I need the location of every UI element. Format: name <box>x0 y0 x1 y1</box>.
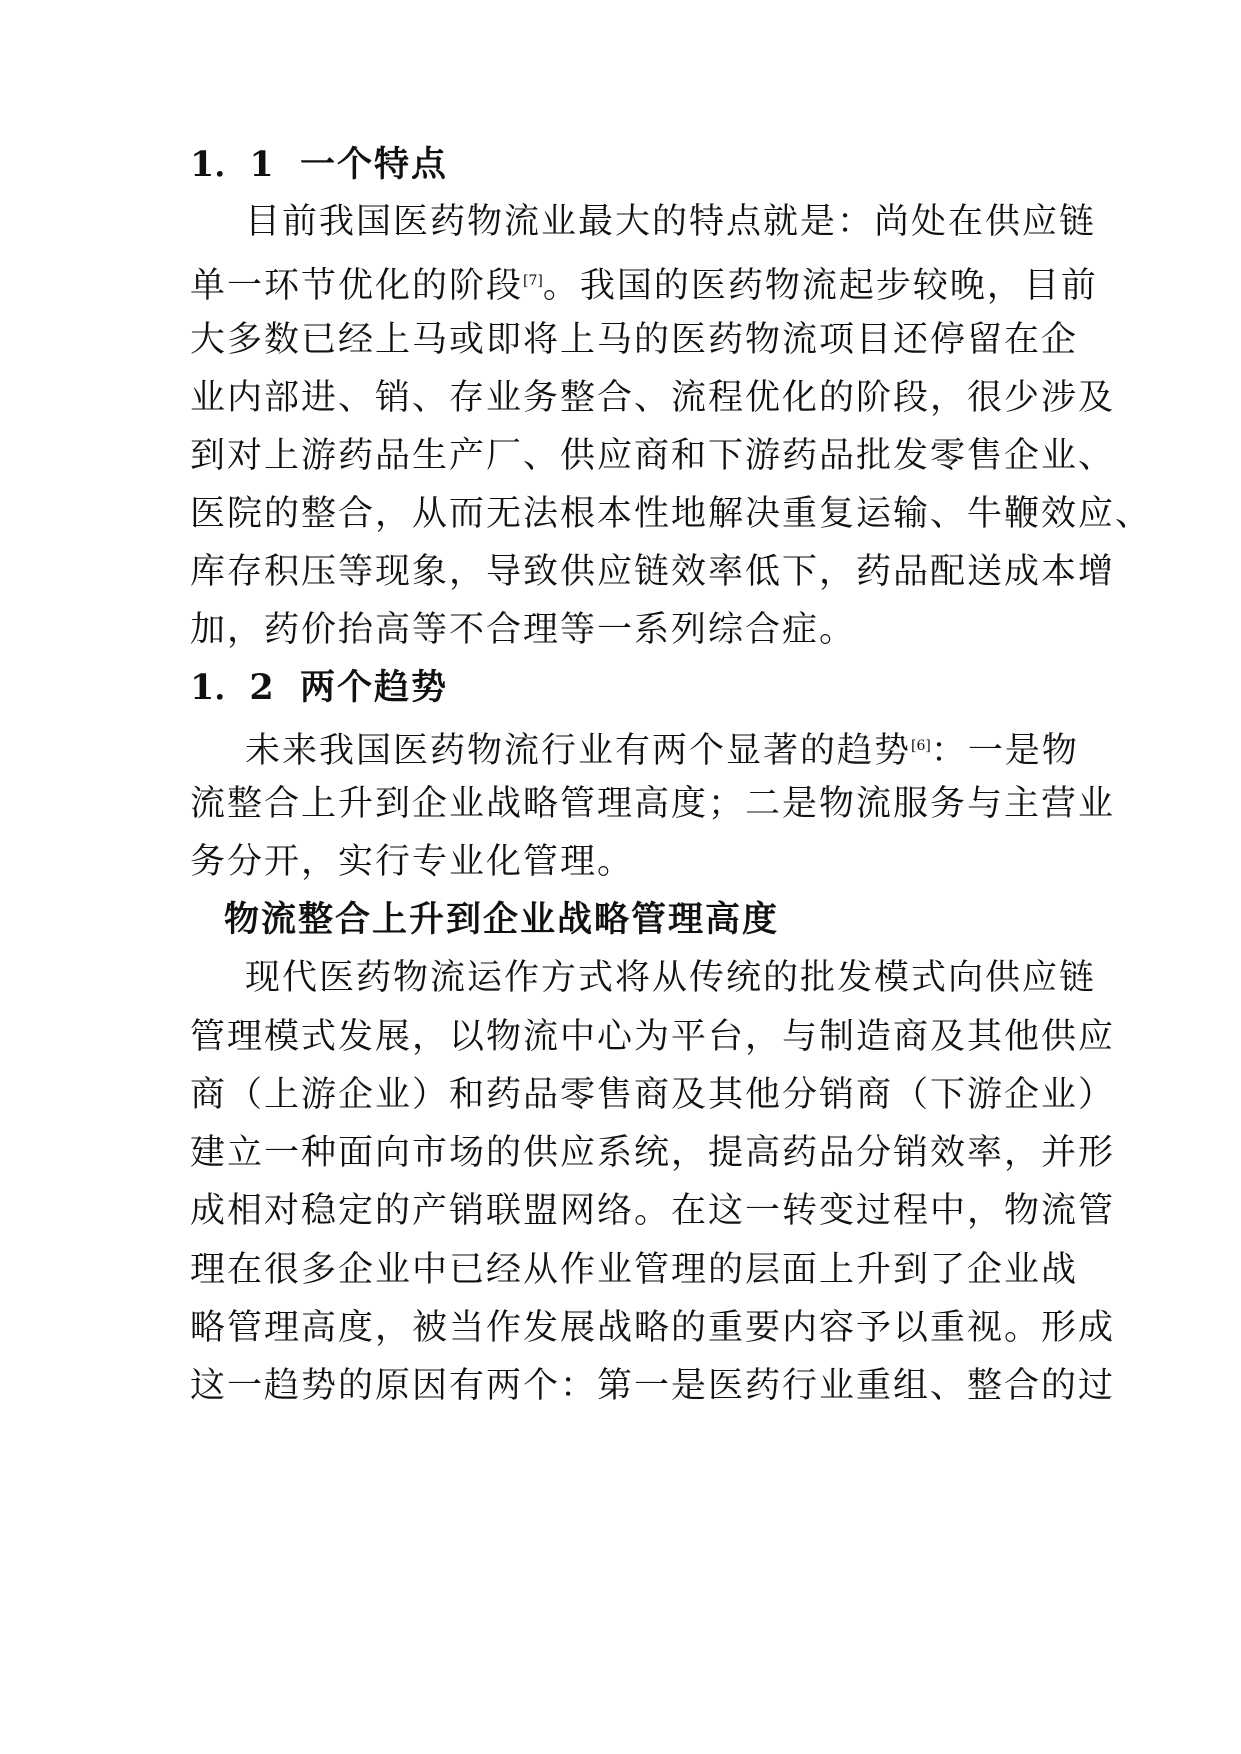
section-heading-1-2 <box>190 668 1070 708</box>
paragraph-line: 务分开，实行专业化管理。 <box>190 842 635 882</box>
paragraph-text: 。我国的医药物流起步较晚，目前 <box>542 266 1098 306</box>
paragraph-line: 流整合上升到企业战略管理高度；二是物流服务与主营业 <box>190 784 1116 824</box>
paragraph-line: 理在很多企业中已经从作业管理的层面上升到了企业战 <box>190 1250 1079 1290</box>
section-title: 一个特点 <box>300 144 449 185</box>
subsection-heading: 物流整合上升到企业战略管理高度 <box>224 899 780 940</box>
paragraph-line: 这一趋势的原因有两个：第一是医药行业重组、整合的过 <box>190 1366 1116 1406</box>
paragraph-line: 大多数已经上马或即将上马的医药物流项目还停留在企 <box>190 320 1079 360</box>
paragraph-line: 略管理高度，被当作发展战略的重要内容予以重视。形成 <box>190 1308 1116 1348</box>
paragraph-line: 现代医药物流运作方式将从传统的批发模式向供应链 <box>245 958 1097 998</box>
paragraph-line <box>245 726 1079 771</box>
paragraph-line: 库存积压等现象，导致供应链效率低下，药品配送成本增 <box>190 552 1116 592</box>
paragraph-line: 医院的整合，从而无法根本性地解决重复运输、牛鞭效应、 <box>190 494 1153 534</box>
section-title: 两个趋势 <box>300 667 449 708</box>
paragraph-line: 管理模式发展，以物流中心为平台，与制造商及其他供应 <box>190 1017 1116 1057</box>
paragraph-text: 未来我国医药物流行业有两个显著的趋势 <box>245 731 912 771</box>
paragraph-line: 到对上游药品生产厂、供应商和下游药品批发零售企业、 <box>190 436 1116 476</box>
section-number: 1．2 <box>190 667 274 708</box>
section-number: 1．1 <box>190 144 274 185</box>
citation-ref: [7] <box>523 273 543 289</box>
paragraph-line: 业内部进、销、存业务整合、流程优化的阶段，很少涉及 <box>190 378 1116 418</box>
citation-ref: [6] <box>911 738 931 754</box>
paragraph-text: ：一是物 <box>930 731 1079 771</box>
paragraph-text: 单一环节优化的阶段 <box>190 266 524 306</box>
section-heading-1-1 <box>190 145 1070 185</box>
paragraph-line: 商（上游企业）和药品零售商及其他分销商（下游企业） <box>190 1075 1116 1115</box>
paragraph-line <box>190 261 1098 306</box>
paragraph-line: 目前我国医药物流业最大的特点就是：尚处在供应链 <box>245 202 1097 242</box>
paragraph-line: 成相对稳定的产销联盟网络。在这一转变过程中，物流管 <box>190 1191 1116 1231</box>
paragraph-line: 加，药价抬高等不合理等一系列综合症。 <box>190 610 857 650</box>
paragraph-line: 建立一种面向市场的供应系统，提高药品分销效率，并形 <box>190 1133 1116 1173</box>
